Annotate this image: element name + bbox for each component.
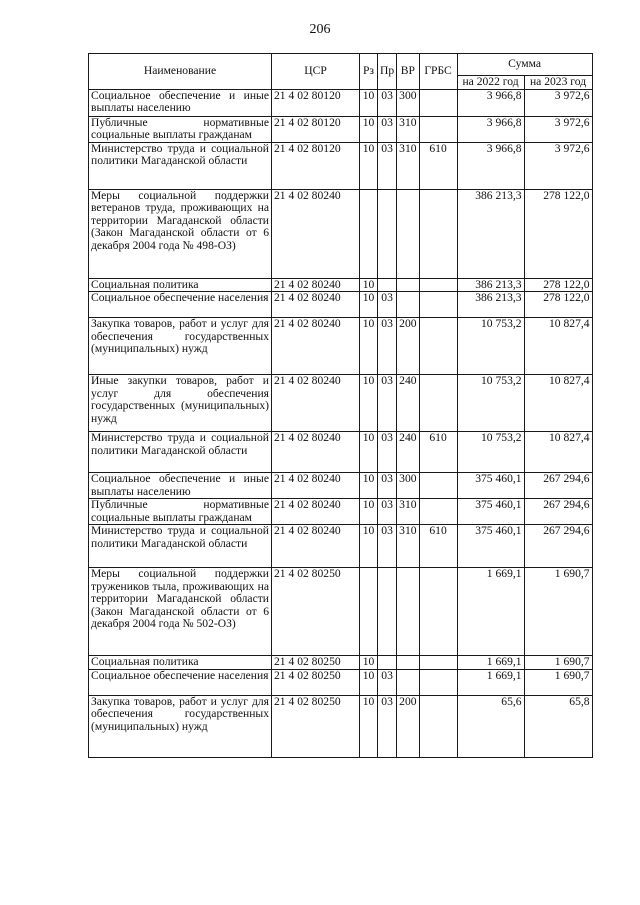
row-sum-2023: 10 827,4 — [524, 318, 592, 375]
table-row — [89, 279, 593, 292]
row-sum-2022: 375 460,1 — [457, 473, 524, 499]
row-pr — [378, 568, 397, 656]
row-grbs — [419, 190, 457, 279]
row-sum-2022: 1 669,1 — [457, 568, 524, 656]
row-vr: 200 — [397, 695, 419, 757]
row-grbs — [419, 695, 457, 757]
row-vr — [397, 190, 419, 279]
table-row — [89, 669, 593, 695]
row-vr — [397, 568, 419, 656]
row-pr: 03 — [378, 525, 397, 568]
row-sum-2022: 3 966,8 — [457, 143, 524, 190]
row-name: Социальное обеспечение и иные выплаты населению — [89, 90, 272, 117]
header-grbs: ГРБС — [419, 54, 457, 90]
row-pr: 03 — [378, 669, 397, 695]
row-vr: 240 — [397, 375, 419, 432]
table-body — [89, 90, 593, 758]
row-sum-2023: 65,8 — [524, 695, 592, 757]
row-grbs — [419, 292, 457, 318]
row-rz: 10 — [360, 499, 378, 525]
row-csr: 21 4 02 80240 — [272, 279, 360, 292]
row-vr — [397, 656, 419, 669]
row-rz: 10 — [360, 473, 378, 499]
row-csr: 21 4 02 80240 — [272, 375, 360, 432]
header-year-2023: на 2023 год — [524, 76, 592, 90]
row-name: Министерство труда и социальной политики Магаданской области — [89, 432, 272, 473]
row-rz: 10 — [360, 695, 378, 757]
row-pr — [378, 656, 397, 669]
row-csr: 21 4 02 80120 — [272, 90, 360, 117]
row-pr — [378, 279, 397, 292]
row-name: Министерство труда и социальной политики Магаданской области — [89, 143, 272, 190]
row-grbs — [419, 279, 457, 292]
row-csr: 21 4 02 80240 — [272, 473, 360, 499]
row-rz: 10 — [360, 656, 378, 669]
row-name: Закупка товаров, работ и услуг для обеспечения государственных (муниципальных) нужд — [89, 695, 272, 757]
row-name: Социальное обеспечение населения — [89, 669, 272, 695]
row-sum-2023: 278 122,0 — [524, 190, 592, 279]
row-vr: 310 — [397, 117, 419, 143]
row-name: Социальное обеспечение населения — [89, 292, 272, 318]
row-name: Социальная политика — [89, 279, 272, 292]
row-grbs — [419, 656, 457, 669]
row-grbs — [419, 568, 457, 656]
row-csr: 21 4 02 80120 — [272, 117, 360, 143]
row-sum-2022: 1 669,1 — [457, 656, 524, 669]
row-name: Публичные нормативные социальные выплаты гражданам — [89, 499, 272, 525]
row-sum-2023: 3 972,6 — [524, 117, 592, 143]
row-vr — [397, 669, 419, 695]
row-vr — [397, 279, 419, 292]
row-csr: 21 4 02 80240 — [272, 525, 360, 568]
row-pr: 03 — [378, 117, 397, 143]
header-rz: Рз — [360, 54, 378, 90]
row-grbs — [419, 669, 457, 695]
row-vr: 200 — [397, 318, 419, 375]
table-row — [89, 190, 593, 279]
row-rz: 10 — [360, 375, 378, 432]
row-pr: 03 — [378, 143, 397, 190]
row-pr: 03 — [378, 90, 397, 117]
row-sum-2023: 1 690,7 — [524, 669, 592, 695]
row-sum-2023: 3 972,6 — [524, 143, 592, 190]
header-csr: ЦСР — [272, 54, 360, 90]
row-rz: 10 — [360, 669, 378, 695]
table-row — [89, 499, 593, 525]
row-sum-2022: 375 460,1 — [457, 499, 524, 525]
row-sum-2023: 10 827,4 — [524, 375, 592, 432]
row-grbs — [419, 117, 457, 143]
row-rz: 10 — [360, 318, 378, 375]
row-pr: 03 — [378, 318, 397, 375]
row-sum-2023: 278 122,0 — [524, 279, 592, 292]
header-pr: Пр — [378, 54, 397, 90]
row-csr: 21 4 02 80240 — [272, 318, 360, 375]
row-sum-2022: 10 753,2 — [457, 375, 524, 432]
row-sum-2022: 386 213,3 — [457, 279, 524, 292]
row-vr: 300 — [397, 473, 419, 499]
row-name: Иные закупки товаров, работ и услуг для обеспечения государственных (муниципальных) нужд — [89, 375, 272, 432]
row-name: Меры социальной поддержки тружеников тыла, проживающих на территории Магаданской области (Закон Магаданской области от 6 декабря 2004 года № 502-ОЗ) — [89, 568, 272, 656]
row-grbs — [419, 473, 457, 499]
row-csr: 21 4 02 80240 — [272, 292, 360, 318]
row-pr: 03 — [378, 432, 397, 473]
table-row — [89, 432, 593, 473]
table-row — [89, 656, 593, 669]
row-name: Социальное обеспечение и иные выплаты населению — [89, 473, 272, 499]
row-sum-2023: 267 294,6 — [524, 525, 592, 568]
row-sum-2022: 386 213,3 — [457, 190, 524, 279]
row-grbs: 610 — [419, 432, 457, 473]
row-name: Социальная политика — [89, 656, 272, 669]
row-rz: 10 — [360, 143, 378, 190]
row-pr: 03 — [378, 292, 397, 318]
row-sum-2023: 3 972,6 — [524, 90, 592, 117]
row-sum-2023: 267 294,6 — [524, 473, 592, 499]
row-sum-2022: 3 966,8 — [457, 117, 524, 143]
row-name: Публичные нормативные социальные выплаты гражданам — [89, 117, 272, 143]
row-grbs — [419, 318, 457, 375]
row-csr: 21 4 02 80250 — [272, 669, 360, 695]
row-sum-2023: 267 294,6 — [524, 499, 592, 525]
row-csr: 21 4 02 80240 — [272, 432, 360, 473]
row-sum-2022: 65,6 — [457, 695, 524, 757]
row-sum-2022: 375 460,1 — [457, 525, 524, 568]
row-sum-2022: 1 669,1 — [457, 669, 524, 695]
table-row — [89, 318, 593, 375]
row-rz: 10 — [360, 279, 378, 292]
row-pr: 03 — [378, 375, 397, 432]
row-csr: 21 4 02 80250 — [272, 656, 360, 669]
row-csr: 21 4 02 80250 — [272, 568, 360, 656]
header-year-2022: на 2022 год — [457, 76, 524, 90]
row-pr: 03 — [378, 695, 397, 757]
row-vr: 310 — [397, 525, 419, 568]
row-vr: 310 — [397, 499, 419, 525]
table-row — [89, 90, 593, 117]
table-header — [89, 54, 593, 90]
row-vr: 240 — [397, 432, 419, 473]
row-csr: 21 4 02 80240 — [272, 499, 360, 525]
row-grbs — [419, 499, 457, 525]
row-vr: 300 — [397, 90, 419, 117]
row-rz — [360, 568, 378, 656]
row-grbs: 610 — [419, 143, 457, 190]
row-pr: 03 — [378, 499, 397, 525]
header-name: Наименование — [89, 54, 272, 90]
row-sum-2022: 3 966,8 — [457, 90, 524, 117]
row-name: Министерство труда и социальной политики Магаданской области — [89, 525, 272, 568]
header-sum: Сумма — [457, 54, 592, 76]
row-rz: 10 — [360, 432, 378, 473]
row-sum-2023: 1 690,7 — [524, 656, 592, 669]
row-sum-2022: 10 753,2 — [457, 318, 524, 375]
row-rz: 10 — [360, 525, 378, 568]
table-row — [89, 568, 593, 656]
row-grbs: 610 — [419, 525, 457, 568]
row-pr — [378, 190, 397, 279]
row-sum-2023: 1 690,7 — [524, 568, 592, 656]
table-row — [89, 525, 593, 568]
row-rz — [360, 190, 378, 279]
row-grbs — [419, 375, 457, 432]
row-csr: 21 4 02 80250 — [272, 695, 360, 757]
table-row — [89, 375, 593, 432]
row-rz: 10 — [360, 292, 378, 318]
row-grbs — [419, 90, 457, 117]
budget-table — [88, 53, 593, 758]
row-rz: 10 — [360, 90, 378, 117]
table-row — [89, 117, 593, 143]
row-sum-2022: 10 753,2 — [457, 432, 524, 473]
row-sum-2023: 10 827,4 — [524, 432, 592, 473]
row-name: Закупка товаров, работ и услуг для обеспечения государственных (муниципальных) нужд — [89, 318, 272, 375]
table-row — [89, 143, 593, 190]
page-number: 206 — [309, 22, 331, 37]
row-csr: 21 4 02 80240 — [272, 190, 360, 279]
table-row — [89, 473, 593, 499]
table-row — [89, 292, 593, 318]
row-vr: 310 — [397, 143, 419, 190]
row-vr — [397, 292, 419, 318]
row-rz: 10 — [360, 117, 378, 143]
header-vr: ВР — [397, 54, 419, 90]
table-row — [89, 695, 593, 757]
row-csr: 21 4 02 80120 — [272, 143, 360, 190]
row-sum-2023: 278 122,0 — [524, 292, 592, 318]
row-sum-2022: 386 213,3 — [457, 292, 524, 318]
row-name: Меры социальной поддержки ветеранов труда, проживающих на территории Магаданской области (Закон Магаданской области от 6 декабря 2004 года № 498-ОЗ) — [89, 190, 272, 279]
row-pr: 03 — [378, 473, 397, 499]
